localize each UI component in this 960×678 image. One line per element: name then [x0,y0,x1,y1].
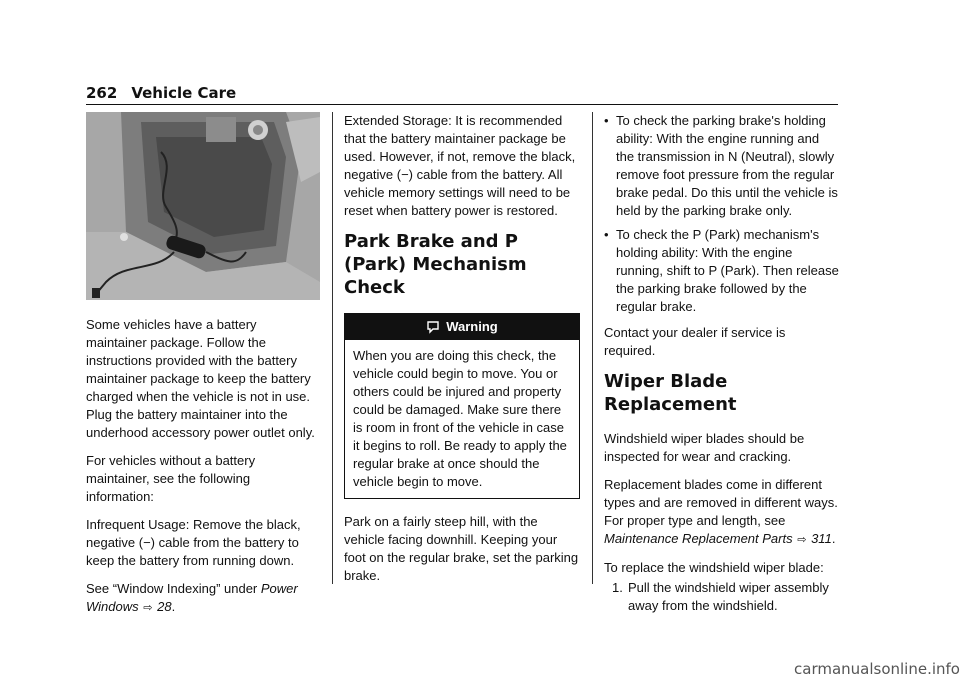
column-divider [592,112,593,584]
paragraph: Park on a fairly steep hill, with the vehicle facing downhill. Keeping your foot on the regular brake, set the parking brake. [344,514,579,583]
page-number: 262 [86,84,118,102]
text-span: . [831,531,836,546]
column-1 [86,112,320,627]
step-number: 1. [612,580,623,595]
paragraph: Contact your dealer if service is required. [604,325,786,358]
paragraph: To replace the windshield wiper blade: [604,560,824,575]
maintenance-parts-link[interactable]: Maintenance Replacement Parts [604,531,793,546]
section-title: Vehicle Care [131,84,237,102]
paragraph: Some vehicles have a battery maintainer package. Follow the instructions provided with the battery maintainer package to keep the battery charged when the vehicle is not in use. Plug the battery maintainer into the underhood accessory power outlet only. [86,317,315,440]
warning-icon [426,320,440,334]
bullet-text: To check the parking brake's holding ability: With the engine running and the transmission in N (Neutral), slowly remove foot pressure from the regular brake pedal. Do this until the vehicle is held by the parking brake only. [616,113,838,218]
bullet-item [604,226,840,316]
bullet-item [604,112,840,220]
bullet-icon: • [604,227,609,242]
page-ref-icon: ⇨ [797,534,807,546]
paragraph: Extended Storage: It is recommended that the battery maintainer package be used. However, if not, remove the black, negative (−) cable from the battery. All vehicle memory settings will need to be reset when battery power is restored. [344,113,576,218]
page-ref-number[interactable]: 311 [811,531,832,546]
warning-box [344,313,580,499]
step-list [604,579,840,615]
text-span: Replacement blades come in different types and are removed in different ways. For proper type and length, see [604,477,838,528]
page-ref-number[interactable]: 28 [157,599,172,614]
warning-title: Warning [446,319,498,334]
paragraph-see-maintenance-parts [604,476,840,549]
column-3 [604,112,840,615]
step-text: Pull the windshield wiper assembly away from the windshield. [628,580,829,613]
battery-maintainer-illustration [86,112,320,300]
page-header [86,84,838,102]
paragraph-see-power-windows [86,580,320,617]
step-item [604,579,840,615]
text-span: . [171,599,176,614]
watermark: carmanualsonline.info [598,660,960,678]
section-heading-park-brake: Park Brake and P (Park) Mechanism Check [344,231,527,298]
text-span: See “Window Indexing” under [86,581,261,596]
battery-maintainer-photo [86,112,320,300]
paragraph: For vehicles without a battery maintainer, see the following information: [86,453,256,504]
header-rule [86,104,838,105]
section-heading-wiper-blade: Wiper Blade Replacement [604,371,737,415]
page-ref-icon: ⇨ [143,602,153,614]
warning-header [345,314,579,340]
bullet-icon: • [604,113,609,128]
warning-body: When you are doing this check, the vehicle could begin to move. You or others could be injured and property could be damaged. Make sure there is room in front of the vehicle in case it begins to roll. Be ready to apply the regular brake at once should the vehicle begin to move. [353,348,567,489]
bullet-list [604,112,840,316]
paragraph: Windshield wiper blades should be inspected for wear and cracking. [604,431,805,464]
column-divider [332,112,333,584]
column-2 [344,112,580,595]
bullet-text: To check the P (Park) mechanism's holding ability: With the engine running, shift to P (Park). Then release the parking brake followed by the regular brake. [616,227,839,314]
paragraph: Infrequent Usage: Remove the black, negative (−) cable from the battery to keep the battery from running down. [86,517,301,568]
power-windows-link[interactable]: Power Windows [86,581,298,614]
